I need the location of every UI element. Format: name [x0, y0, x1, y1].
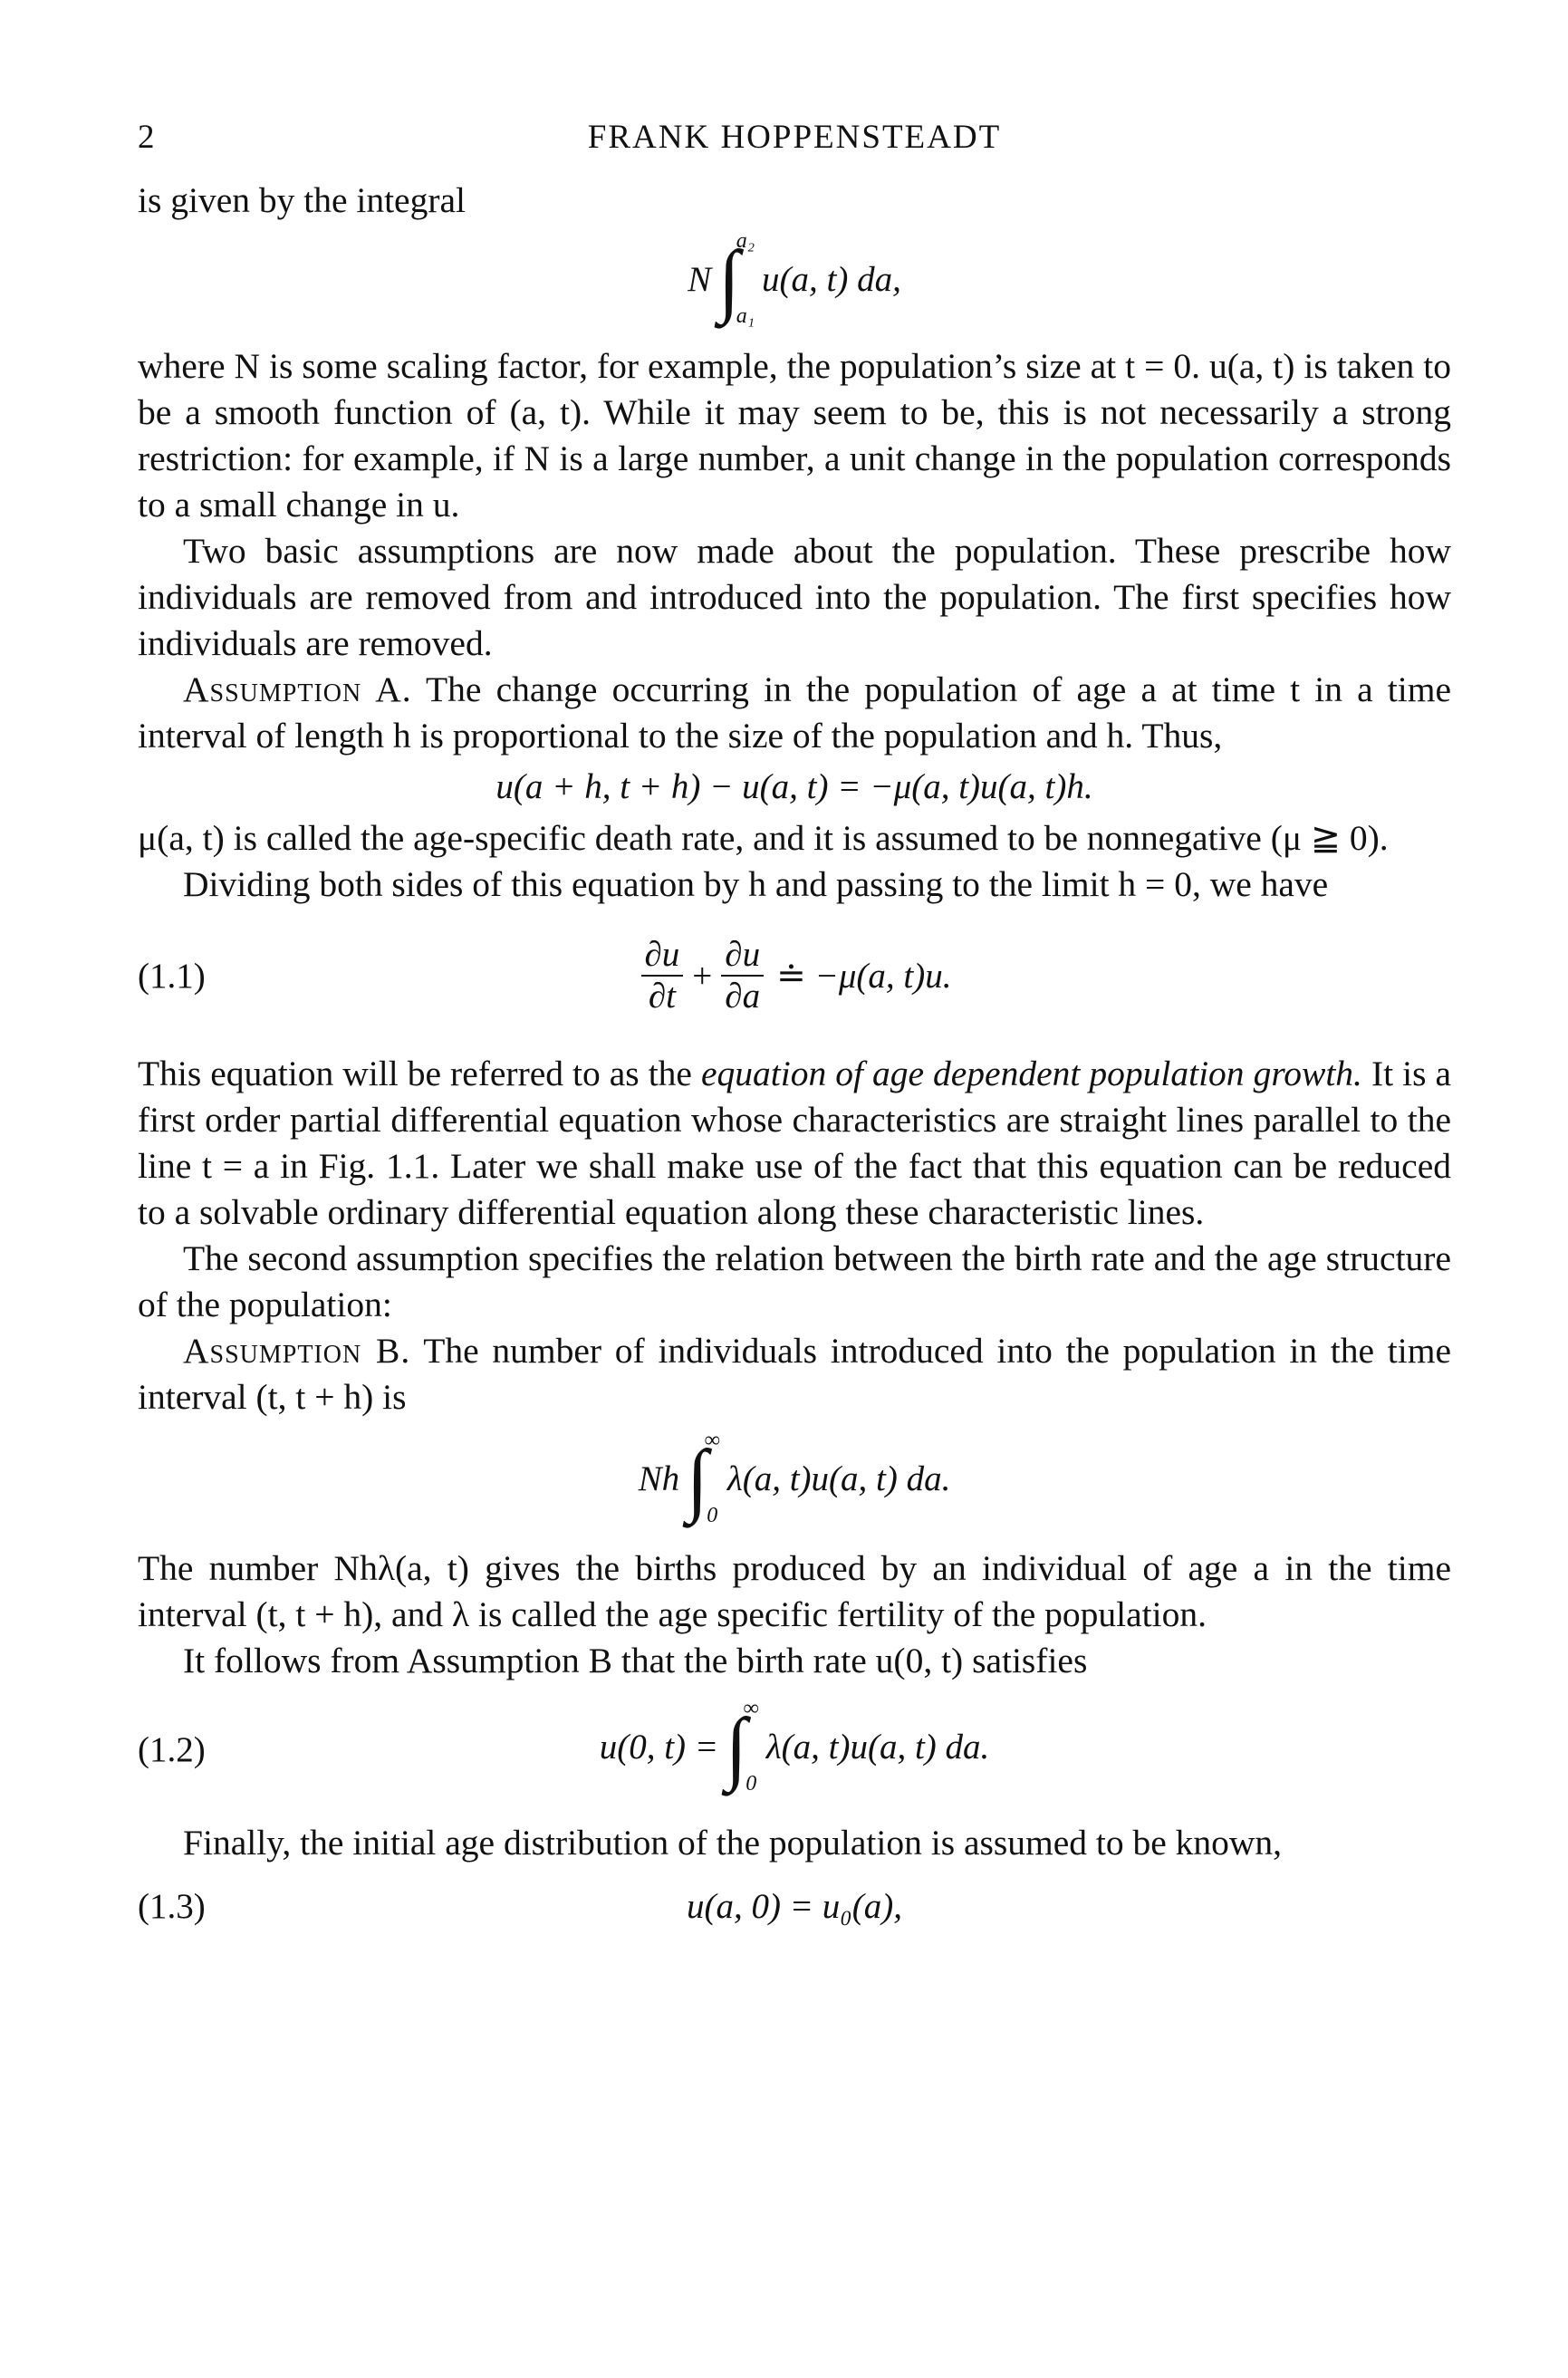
- assumption-b: [138, 1328, 1451, 1420]
- equation-label: (1.2): [138, 1730, 206, 1769]
- paragraph-number: The number Nhλ(a, t) gives the births produced by an individual of age a in the time interval (t, t + h), and λ is called the age specific fertility of the population.: [138, 1548, 1451, 1634]
- fraction-du-dt: $\frac{\partial u}{\partial t}$: [641, 935, 684, 1016]
- equation-rhs: ≐ −μ(a, t)u.: [776, 956, 952, 996]
- assumption-a-label: Assumption A.: [183, 669, 412, 709]
- equation-assumption-a: [138, 759, 1451, 815]
- paragraph-finally: Finally, the initial age distribution of the population is assumed to be known,: [183, 1823, 1283, 1863]
- equation-1-3: [138, 1866, 1451, 1948]
- fraction-du-da: $\frac{\partial u}{\partial a}$: [721, 935, 764, 1016]
- equation-1-1: (1.1) $\frac{\partial u}{\partial t}$ + $\frac{\partial u}{\partial a}$ ≐ −μ(a, t)u.: [138, 935, 952, 1016]
- assumption-b-label: Assumption B.: [183, 1331, 411, 1371]
- paragraph-dividing: Dividing both sides of this equation by h and passing to the limit h = 0, we have: [183, 864, 1329, 904]
- page: [138, 118, 1451, 1948]
- paragraph-follows: It follows from Assumption B that the birth rate u(0, t) satisfies: [183, 1641, 1088, 1680]
- assumption-a-text: The change occurring in the population of age a at time t in a time interval of length h is proportional to the size of the population and h. Thus,: [138, 669, 1451, 756]
- paragraph-mu: μ(a, t) is called the age-specific death rate, and it is assumed to be nonnegative (μ ≧ 0).: [138, 818, 1389, 858]
- integral-limits: ∞ 0: [704, 1429, 720, 1527]
- equation-expression: u(a, 0) = u₀(a),: [686, 1887, 903, 1926]
- equation-integral-population: [138, 229, 1451, 331]
- integral-limits: ∞ 0: [743, 1697, 759, 1796]
- paragraph-second-assumption: The second assumption specifies the relation between the birth rate and the age structure of the population:: [138, 1238, 1451, 1324]
- page-number: 2: [138, 119, 155, 156]
- paragraph-scaling: where N is some scaling factor, for example, the population’s size at t = 0. u(a, t) is taken to be a smooth function of (a, t). While it may seem to be, this is not necessarily a strong restriction: for example, if N is a large number, a unit change in the population corresponds to a small change in u.: [138, 346, 1451, 525]
- lower-limit: a₁: [736, 304, 755, 328]
- equation-births-integral: Nh ∫ ∞ 0 λ(a, t)u(a, t) da.: [638, 1429, 951, 1527]
- page-header: [138, 118, 1451, 172]
- integrand: u(a, t) da,: [762, 259, 901, 299]
- integral-sign-icon: ∫: [687, 1432, 708, 1525]
- paragraph-equation: This equation will be referred to as the equation of age dependent population growth. It is a first order partial differential equation whose characteristics are straight lines parallel to the line t = a in Fig. 1.1. Later we shall make use of the fact that this equation can be reduced to a solvable ordinary differential equation along these characteristic lines.: [138, 1054, 1451, 1232]
- equation-label: (1.3): [138, 1887, 206, 1926]
- intro-text: is given by the integral: [138, 180, 466, 220]
- upper-limit: a₂: [736, 229, 755, 253]
- assumption-a: [138, 667, 1451, 759]
- eq-prefix: N: [688, 259, 712, 299]
- assumption-b-text: The number of individuals introduced into the population in the time interval (t, t + h) is: [138, 1331, 1451, 1417]
- emphasis: equation of age dependent population growth.: [700, 1054, 1362, 1093]
- equation-label: (1.1): [138, 956, 206, 996]
- paragraph-two-assumptions: Two basic assumptions are now made about the population. These prescribe how individuals are removed from and introduced into the population. The first specifies how individuals are removed.: [138, 531, 1451, 663]
- integral-sign-icon: ∫: [726, 1700, 747, 1793]
- equation-1-2: (1.2) u(0, t) = ∫ ∞ 0 λ(a, t)u(a, t) da.: [138, 1697, 990, 1796]
- assumption-a-equation: u(a + h, t + h) − u(a, t) = −μ(a, t)u(a, t)h.: [495, 767, 1093, 806]
- integral-sign-icon: ∫: [718, 233, 740, 325]
- running-title: FRANK HOPPENSTEADT: [587, 119, 1002, 156]
